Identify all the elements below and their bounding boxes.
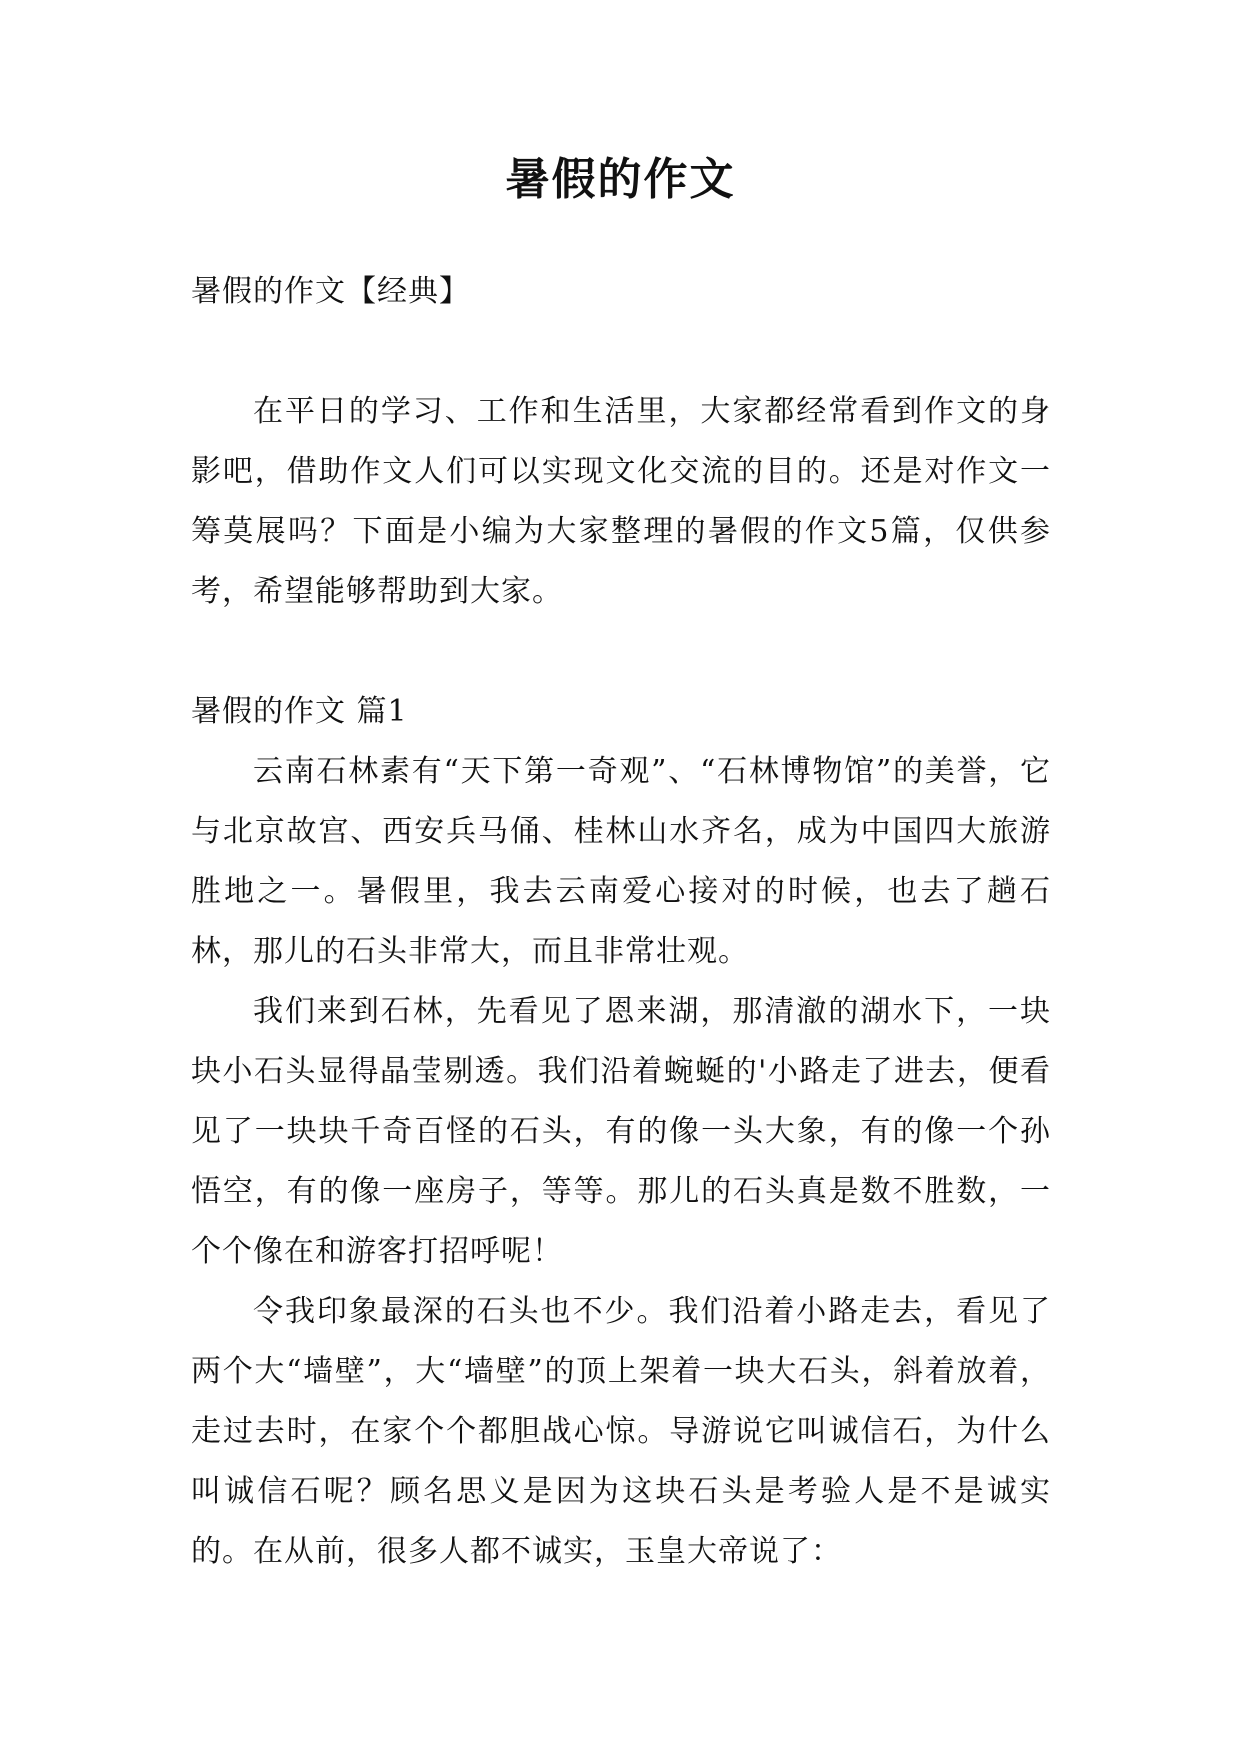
intro-paragraph: 在平日的学习、工作和生活里，大家都经常看到作文的身影吧，借助作文人们可以实现文化交流的目的。还是对作文一筹莫展吗？下面是小编为大家整理的暑假的作文5篇，仅供参考，希望能够帮助到大家。 xyxy=(191,394,1051,609)
body-paragraph-3: 令我印象最深的石头也不少。我们沿着小路走去，看见了两个大“墙壁”，大“墙壁”的顶上架着一块大石头，斜着放着，走过去时，在家个个都胆战心惊。导游说它叫诚信石，为什么叫诚信石呢？顾名思义是因为这块石头是考验人是不是诚实的。在从前，很多人都不诚实，玉皇大帝说了： xyxy=(191,1294,1051,1569)
section-heading: 暑假的作文 篇1 xyxy=(191,694,408,729)
body-paragraph-1: 云南石林素有“天下第一奇观”、“石林博物馆”的美誉，它与北京故宫、西安兵马俑、桂林山水齐名，成为中国四大旅游胜地之一。暑假里，我去云南爱心接对的时候，也去了趟石林，那儿的石头非常大，而且非常壮观。 xyxy=(191,754,1051,969)
document-subtitle: 暑假的作文【经典】 xyxy=(191,274,470,309)
document-title: 暑假的作文 xyxy=(505,154,736,205)
document-body xyxy=(191,262,1051,1582)
body-paragraph-2: 我们来到石林，先看见了恩来湖，那清澈的湖水下，一块块小石头显得晶莹剔透。我们沿着蜿蜒的'小路走了进去，便看见了一块块千奇百怪的石头，有的像一头大象，有的像一个孙悟空，有的像一座房子，等等。那儿的石头真是数不胜数，一个个像在和游客打招呼呢！ xyxy=(191,994,1051,1269)
